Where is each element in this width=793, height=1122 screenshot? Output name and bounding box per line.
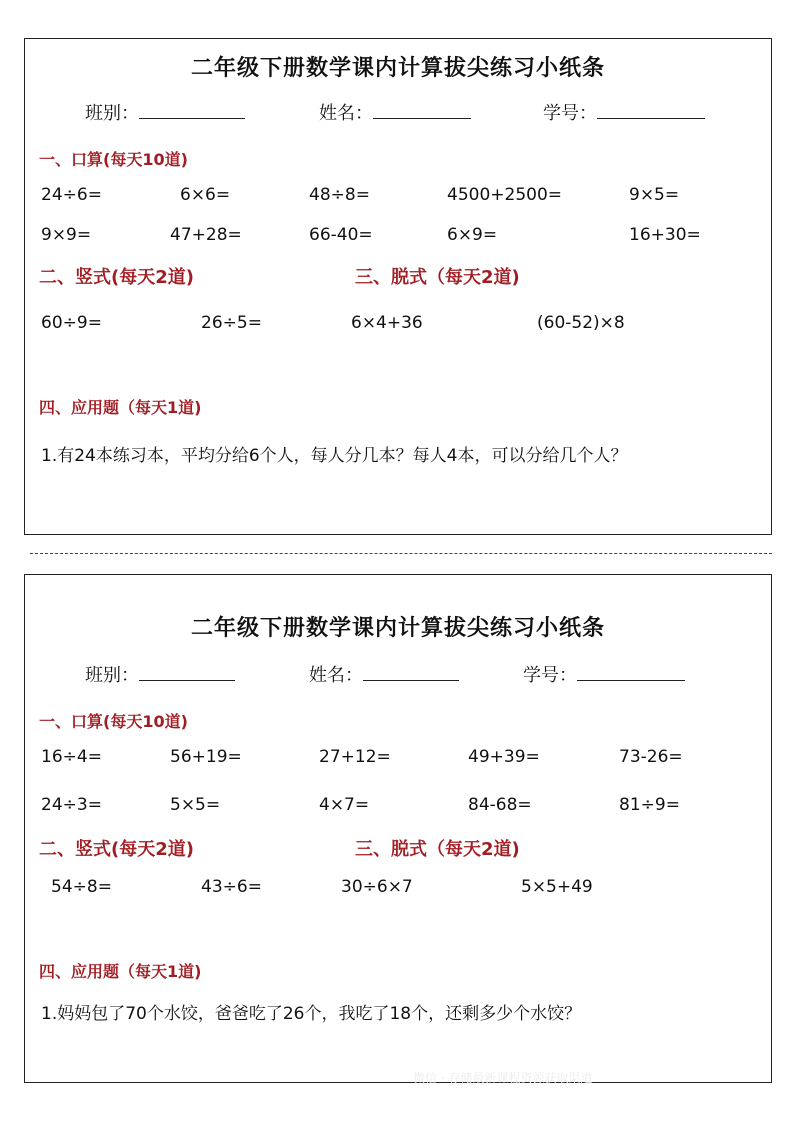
- written-problem: 60÷9=: [41, 313, 102, 333]
- section-mental-math: 一、口算(每天10道): [39, 712, 188, 731]
- practice-slip-1: [24, 38, 772, 535]
- mental-problem: 6×9=: [447, 225, 498, 245]
- mental-problem: 81÷9=: [619, 795, 680, 815]
- class-label: 班别：: [85, 665, 139, 686]
- name-blank[interactable]: [363, 666, 459, 681]
- name-field: [319, 99, 471, 125]
- mental-problem: 16÷4=: [41, 747, 102, 767]
- mental-problem: 48÷8=: [309, 185, 370, 205]
- section-vertical-calc: 二、竖式(每天2道): [39, 839, 194, 860]
- section-word-problem: 四、应用题（每天1道): [39, 962, 202, 981]
- student-number-blank[interactable]: [597, 104, 705, 119]
- mental-problem: 47+28=: [170, 225, 242, 245]
- written-problem: 5×5+49: [521, 877, 593, 897]
- name-field: [309, 661, 459, 687]
- written-problem: 54÷8=: [51, 877, 112, 897]
- word-problem: 1.妈妈包了70个水饺，爸爸吃了26个，我吃了18个，还剩多少个水饺？: [41, 1004, 582, 1024]
- student-number-label: 学号：: [523, 665, 577, 686]
- slip-title: 二年级下册数学课内计算拔尖练习小纸条: [190, 56, 605, 81]
- name-blank[interactable]: [373, 104, 471, 119]
- section-vertical-calc: 二、竖式(每天2道): [39, 267, 194, 288]
- student-number-blank[interactable]: [577, 666, 685, 681]
- mental-problem: 9×5=: [629, 185, 680, 205]
- section-word-problem: 四、应用题（每天1道): [39, 398, 202, 417]
- practice-slip-2: [24, 574, 772, 1083]
- mental-problem: 6×6=: [180, 185, 231, 205]
- class-label: 班别：: [85, 103, 139, 124]
- student-number-field: [523, 661, 685, 687]
- watermark: 微信 · 存储最新课程资源获取渠道: [413, 1071, 593, 1085]
- mental-problem: 4500+2500=: [447, 185, 563, 205]
- written-problem: 26÷5=: [201, 313, 262, 333]
- slip-title: 二年级下册数学课内计算拔尖练习小纸条: [190, 616, 605, 641]
- mental-problem: 49+39=: [468, 747, 540, 767]
- class-field: [85, 661, 235, 687]
- mental-problem: 24÷3=: [41, 795, 102, 815]
- word-problem: 1.有24本练习本，平均分给6个人，每人分几本？每人4本，可以分给几个人？: [41, 446, 628, 466]
- class-blank[interactable]: [139, 666, 235, 681]
- mental-problem: 24÷6=: [41, 185, 102, 205]
- section-step-calc: 三、脱式（每天2道): [355, 839, 520, 860]
- written-problem: 43÷6=: [201, 877, 262, 897]
- mental-problem: 84-68=: [468, 795, 532, 815]
- student-number-label: 学号：: [543, 103, 597, 124]
- mental-problem: 16+30=: [629, 225, 701, 245]
- written-problem: 30÷6×7: [341, 877, 413, 897]
- mental-problem: 9×9=: [41, 225, 92, 245]
- mental-problem: 5×5=: [170, 795, 221, 815]
- mental-problem: 73-26=: [619, 747, 683, 767]
- name-label: 姓名：: [319, 103, 373, 124]
- written-problem: 6×4+36: [351, 313, 423, 333]
- name-label: 姓名：: [309, 665, 363, 686]
- class-blank[interactable]: [139, 104, 245, 119]
- class-field: [85, 99, 245, 125]
- cut-line: [30, 553, 772, 554]
- section-mental-math: 一、口算(每天10道): [39, 150, 188, 169]
- section-step-calc: 三、脱式（每天2道): [355, 267, 520, 288]
- written-problem: (60-52)×8: [537, 313, 625, 333]
- mental-problem: 56+19=: [170, 747, 242, 767]
- student-number-field: [543, 99, 705, 125]
- mental-problem: 27+12=: [319, 747, 391, 767]
- mental-problem: 66-40=: [309, 225, 373, 245]
- mental-problem: 4×7=: [319, 795, 370, 815]
